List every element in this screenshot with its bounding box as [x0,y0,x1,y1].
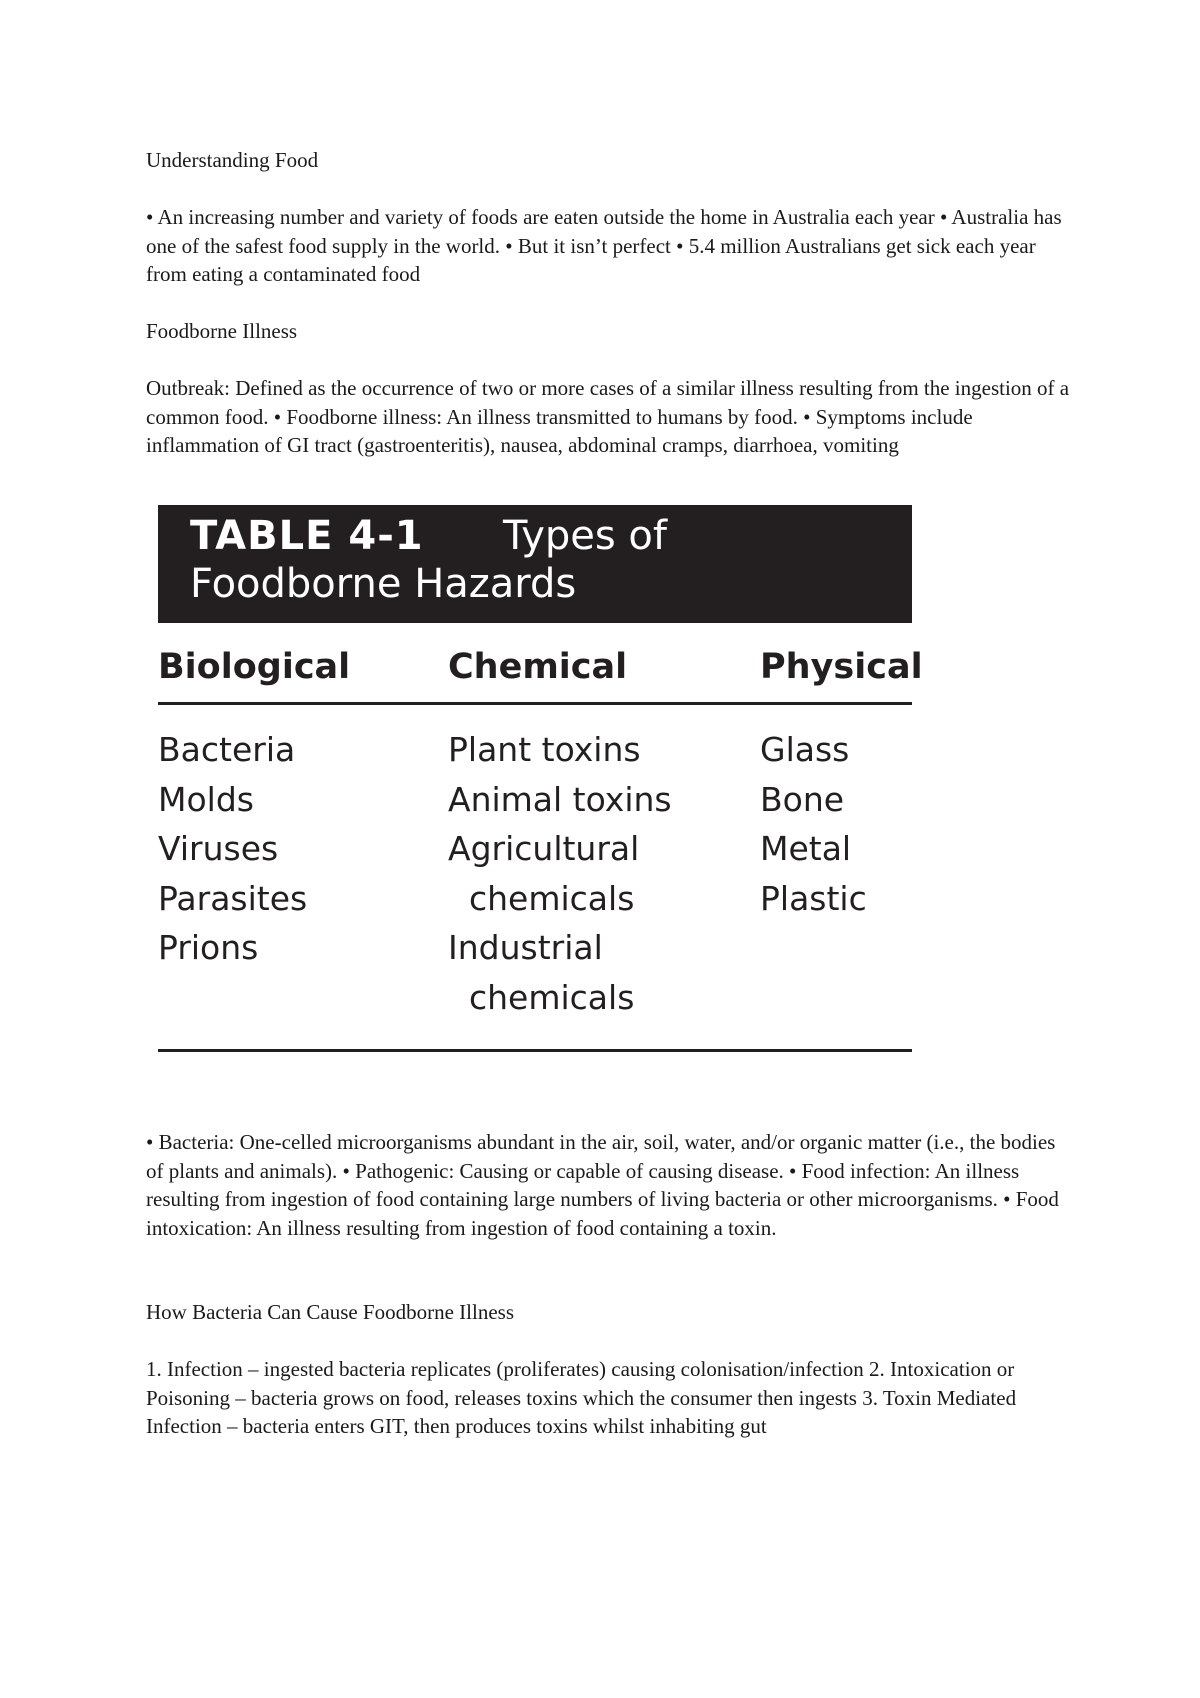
table-cell: chemicals [448,878,635,918]
table-column-physical [760,725,867,923]
table-banner [158,505,912,623]
table-header-rule [158,702,912,705]
table-bottom-rule [158,1049,912,1052]
table-header-biological: Biological [158,647,351,687]
section-title-foodborne-illness: Foodborne Illness [146,319,298,343]
paragraph-how-bacteria-cause-illness: 1. Infection – ingested bacteria replicates (proliferates) causing colonisation/infection 2. Intoxication or Poisoning – bacteria grows on food, releases toxins which the consumer then ingests 3. Toxin Mediated Infection – bacteria enters GIT, then produces toxins whilst inhabiting gut [146,1357,1017,1438]
table-header-physical: Physical [760,647,923,687]
table-cell: Viruses [158,829,279,868]
table-cell: chemicals [448,977,635,1017]
paragraph-understanding-food: • An increasing number and variety of foods are eaten outside the home in Australia each year • Australia has one of the safest food supply in the world. • But it isn’t perfect • 5.4 million Australians get sick each year from eating a contaminated food [146,205,1062,286]
table-cell: Molds [158,779,254,819]
table-banner-line-1 [190,513,667,559]
table-column-chemical [448,725,672,1022]
table-figure-foodborne-hazards [158,505,923,1053]
table-cell: Glass [760,730,850,769]
table-title-line-2: Foodborne Hazards [190,561,577,607]
section-title-understanding-food: Understanding Food [146,148,319,172]
table-cell: Industrial [448,928,603,967]
table-cell: Animal toxins [448,779,672,819]
table-header-chemical: Chemical [448,647,628,687]
table-cell: Metal [760,829,852,868]
table-title-line-1: Types of [503,513,667,559]
section-title-how-bacteria-cause-illness: How Bacteria Can Cause Foodborne Illness [146,1300,515,1324]
paragraph-bacteria-definitions: • Bacteria: One-celled microorganisms abundant in the air, soil, water, and/or organic matter (i.e., the bodies of plants and animals). • Pathogenic: Causing or capable of causing disease. • Food infection: An illness resulting from ingestion of food containing large numbers of living bacteria or other microorganisms. • Food intoxication: An illness resulting from ingestion of food containing a toxin. [146,1130,1059,1240]
table-cell: Plastic [760,878,867,918]
table-cell: Parasites [158,878,308,918]
table-cell: Bacteria [158,730,296,769]
table-label: TABLE 4-1 [190,513,424,559]
table-cell: Agricultural [448,829,640,868]
paragraph-foodborne-illness: Outbreak: Defined as the occurrence of two or more cases of a similar illness resulting from the ingestion of a common food. • Foodborne illness: An illness transmitted to humans by food. • Symptoms include inflammation of GI tract (gastroenteritis), nausea, abdominal cramps, diarrhoea, vomiting [146,376,1070,457]
table-cell: Bone [760,779,845,819]
table-cell: Plant toxins [448,730,641,769]
table-cell: Prions [158,928,259,967]
table-column-biological [158,725,307,973]
